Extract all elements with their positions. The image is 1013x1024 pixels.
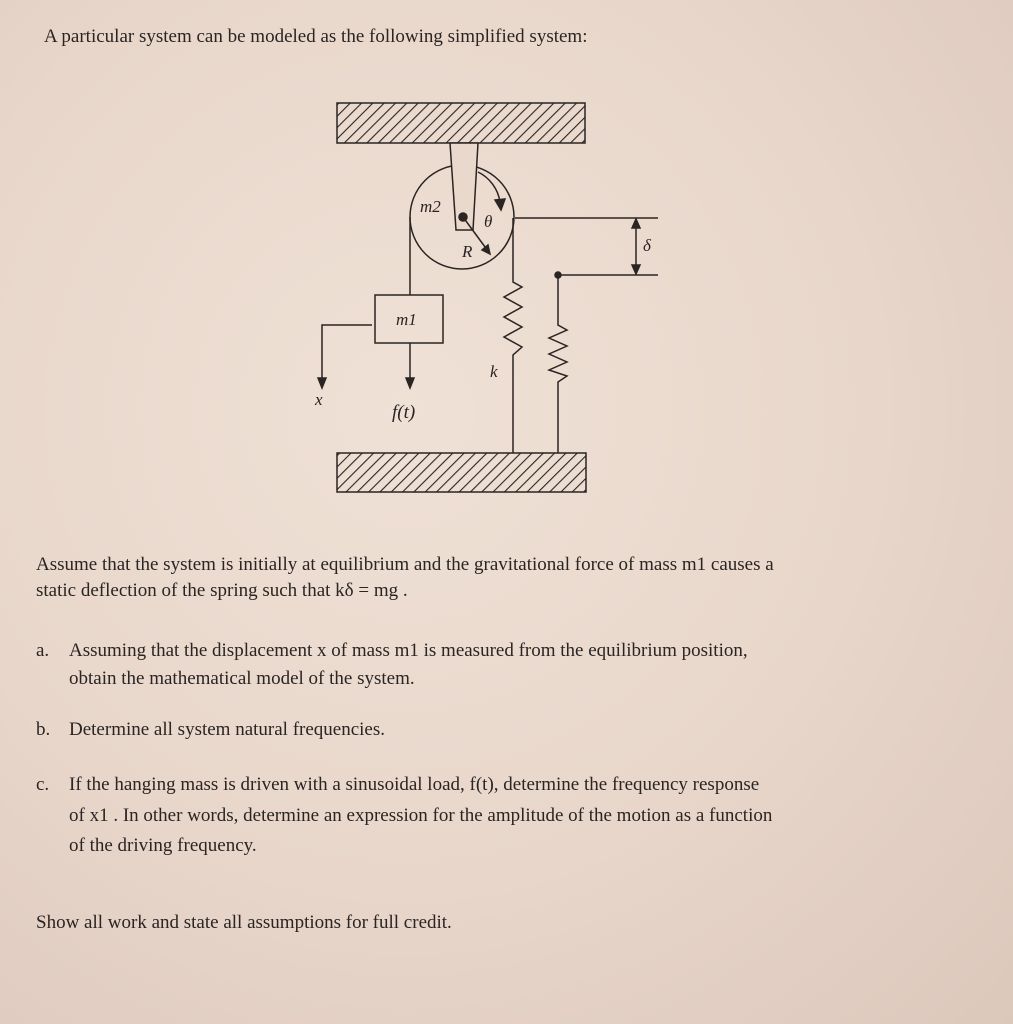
assumption-line1: Assume that the system is initially at equilibrium and the gravitational force of mass m1 causes a — [36, 554, 774, 575]
theta-arrow — [478, 172, 500, 202]
intro-text: A particular system can be modeled as the following simplified system: — [44, 26, 588, 47]
question-c-line2: of x1 . In other words, determine an expression for the amplitude of the motion as a function — [69, 805, 773, 826]
label-k: k — [490, 362, 498, 381]
bottom-wall — [337, 453, 586, 492]
x-arrow — [322, 325, 372, 380]
question-b-line1: Determine all system natural frequencies. — [69, 719, 386, 740]
top-wall — [337, 103, 585, 143]
label-f: f(t) — [392, 402, 416, 423]
label-r: R — [462, 242, 473, 261]
label-m2: m2 — [420, 197, 441, 216]
spring-k — [504, 218, 522, 453]
question-c-line1: If the hanging mass is driven with a sinusoidal load, f(t), determine the frequency response — [69, 774, 760, 795]
label-delta: δ — [643, 236, 651, 255]
label-x: x — [315, 390, 323, 409]
question-a-line1: Assuming that the displacement x of mass m1 is measured from the equilibrium position, — [69, 640, 748, 661]
footer-instruction: Show all work and state all assumptions for full credit. — [36, 912, 452, 933]
question-a-letter: a. — [36, 640, 50, 661]
question-b-letter: b. — [36, 719, 51, 740]
question-c-line3: of the driving frequency. — [69, 835, 257, 856]
question-c-letter: c. — [36, 774, 50, 795]
label-theta: θ — [484, 212, 493, 231]
question-a-line2: obtain the mathematical model of the system. — [69, 668, 415, 689]
assumption-line2: static deflection of the spring such that kδ = mg . — [36, 580, 408, 601]
spring-2 — [549, 275, 567, 453]
label-m1: m1 — [396, 310, 417, 329]
